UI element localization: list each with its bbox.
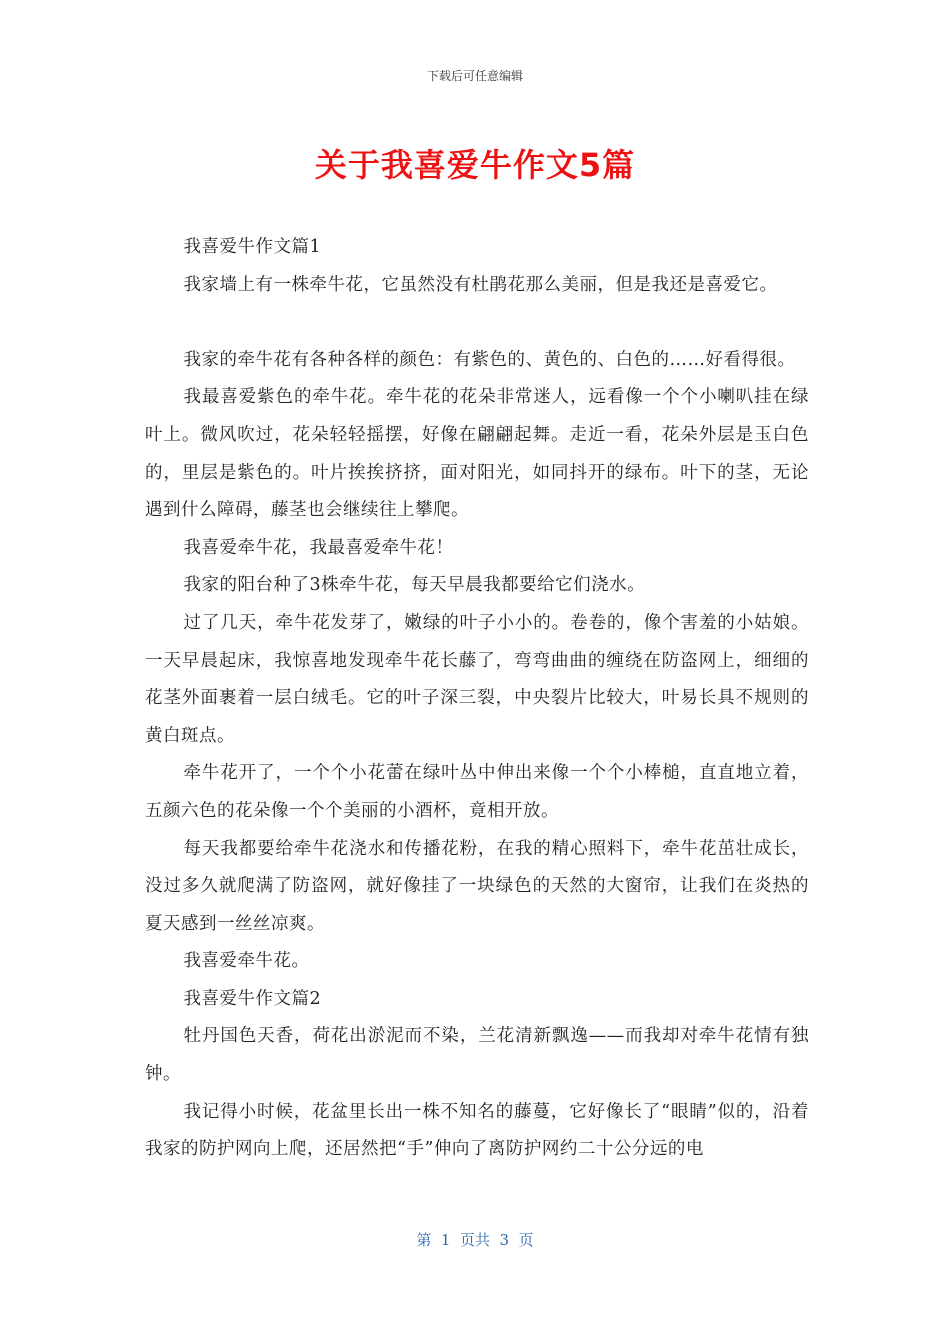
header-note: 下载后可任意编辑	[426, 69, 523, 83]
paragraph: 我家墙上有一株牵牛花，它虽然没有杜鹃花那么美丽，但是我还是喜爱它。	[183, 274, 778, 295]
paragraph: 我最喜爱紫色的牵牛花。牵牛花的花朵非常迷人，远看像一个个小喇叭挂在绿叶上。微风吹过，花朵轻轻摇摆，好像在翩翩起舞。走近一看，花朵外层是玉白色的，里层是紫色的。叶片挨挨挤挤，面对阳光，如同抖开的绿布。叶下的茎，无论遇到什么障碍，藤茎也会继续往上攀爬。	[145, 387, 809, 521]
section-heading: 我喜爱牛作文篇2	[183, 988, 322, 1009]
paragraph: 我家的阳台种了3株牵牛花，每天早晨我都要给它们浇水。	[183, 575, 646, 596]
paragraph: 我喜爱牵牛花，我最喜爱牵牛花！	[183, 537, 454, 558]
page-footer: 第 1 页共 3 页	[416, 1231, 534, 1249]
paragraph: 我喜爱牵牛花。	[183, 951, 310, 972]
paragraph: 牵牛花开了，一个个小花蕾在绿叶丛中伸出来像一个个小棒槌，直直地立着，五颜六色的花朵像一个个美丽的小酒杯，竟相开放。	[145, 763, 809, 821]
section-heading: 我喜爱牛作文篇1	[183, 237, 322, 257]
paragraph: 过了几天，牵牛花发芽了，嫩绿的叶子小小的。卷卷的，像个害羞的小姑娘。一天早晨起床，我惊喜地发现牵牛花长藤了，弯弯曲曲的缠绕在防盗网上，细细的花茎外面裹着一层白绒毛。它的叶子深三裂，中央裂片比较大，叶易长具不规则的黄白斑点。	[145, 612, 809, 746]
paragraph: 牡丹国色天香，荷花出淤泥而不染，兰花清新飘逸——而我却对牵牛花情有独钟。	[145, 1026, 809, 1085]
document-body	[145, 229, 809, 1169]
paragraph: 我家的牵牛花有各种各样的颜色：有紫色的、黄色的、白色的……好看得很。	[183, 349, 796, 370]
paragraph: 每天我都要给牵牛花浇水和传播花粉，在我的精心照料下，牵牛花茁壮成长，没过多久就爬满了防盗网，就好像挂了一块绿色的天然的大窗帘，让我们在炎热的夏天感到一丝丝凉爽。	[145, 838, 809, 934]
paragraph: 我记得小时候，花盆里长出一株不知名的藤蔓，它好像长了“眼睛”似的，沿着我家的防护网向上爬，还居然把“手”伸向了离防护网约二十公分远的电	[145, 1101, 809, 1160]
document-title: 关于我喜爱牛作文5篇	[314, 146, 636, 184]
